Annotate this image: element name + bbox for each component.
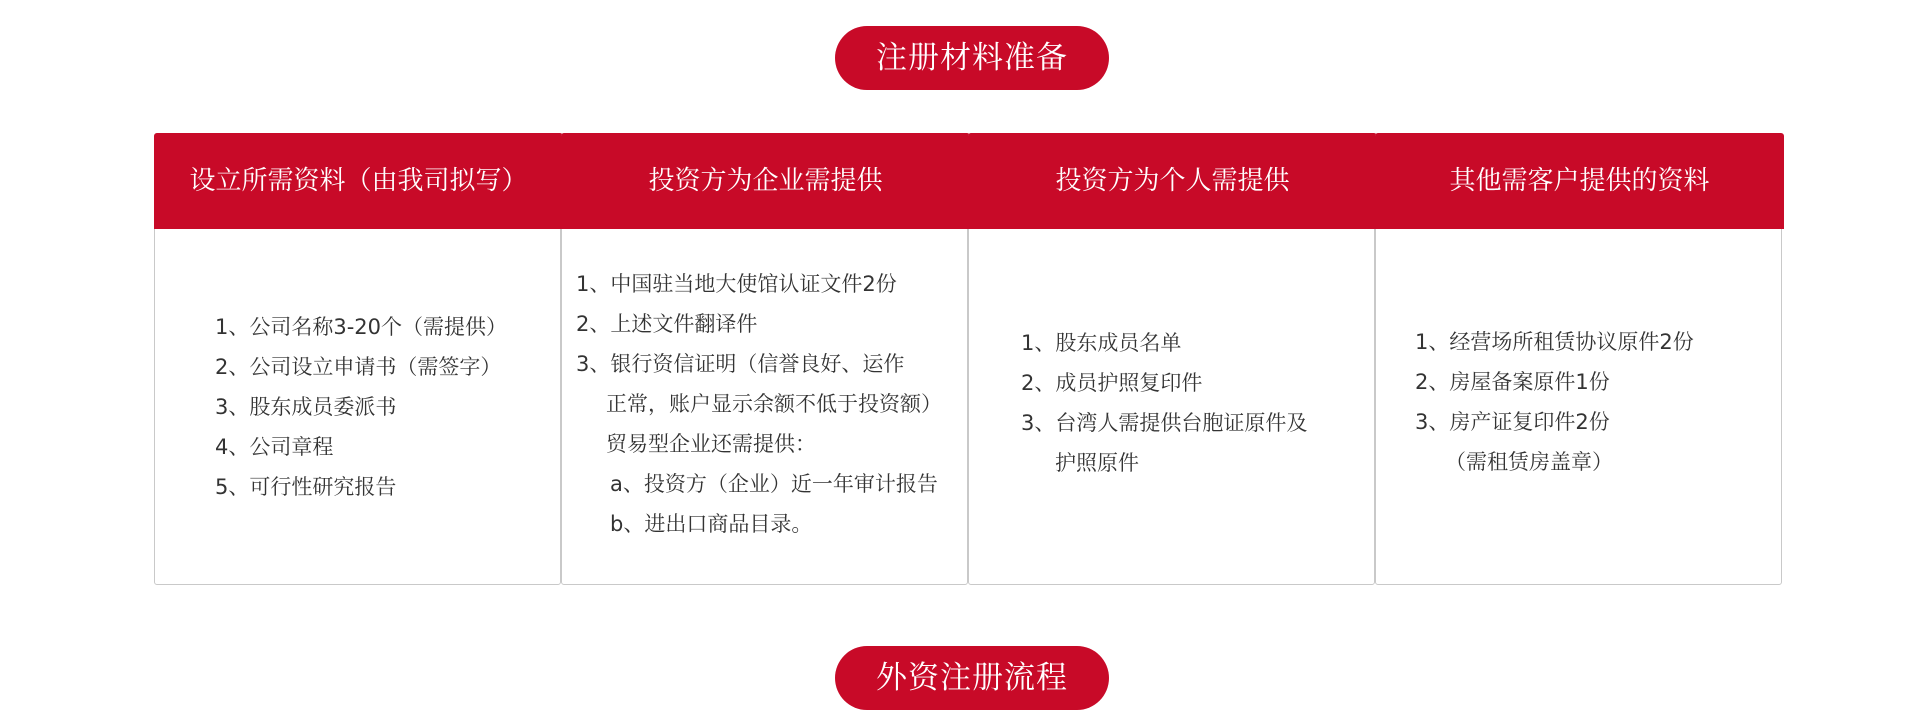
materials-table <box>154 133 1782 585</box>
list-item: 2、公司设立申请书（需签字） <box>215 354 502 379</box>
foreign-registration-process-button[interactable]: 外资注册流程 <box>835 646 1109 710</box>
column-setup-documents <box>154 133 561 585</box>
list-item: 3、台湾人需提供台胞证原件及 <box>1021 410 1308 435</box>
column-header: 其他需客户提供的资料 <box>1375 133 1784 229</box>
list-item: 2、上述文件翻译件 <box>576 311 758 336</box>
column-client-other-documents <box>1375 133 1782 585</box>
list-item-subheading: 贸易型企业还需提供： <box>606 431 816 456</box>
list-item: 4、公司章程 <box>215 434 334 459</box>
list-item: 3、银行资信证明（信誉良好、运作 <box>576 351 905 376</box>
column-individual-investor <box>968 133 1375 585</box>
column-body <box>562 229 967 584</box>
column-header: 投资方为个人需提供 <box>968 133 1377 229</box>
list-item: 1、经营场所租赁协议原件2份 <box>1415 329 1694 354</box>
column-body <box>1376 229 1781 584</box>
list-item: 2、成员护照复印件 <box>1021 370 1203 395</box>
list-item: 1、中国驻当地大使馆认证文件2份 <box>576 271 897 296</box>
document-list <box>1021 323 1307 483</box>
document-list <box>1415 322 1694 482</box>
column-header: 投资方为企业需提供 <box>561 133 970 229</box>
column-body <box>969 229 1374 584</box>
list-item: 5、可行性研究报告 <box>215 474 397 499</box>
column-body <box>155 229 560 584</box>
list-subitem: a、投资方（企业）近一年审计报告 <box>610 471 938 496</box>
document-list <box>215 307 507 507</box>
list-item-continuation: 正常，账户显示余额不低于投资额） <box>606 391 942 416</box>
list-item-continuation: 护照原件 <box>1055 450 1139 475</box>
materials-preparation-button[interactable]: 注册材料准备 <box>835 26 1109 90</box>
column-header: 设立所需资料（由我司拟写） <box>154 133 563 229</box>
document-list <box>576 264 942 544</box>
list-item: 3、房产证复印件2份 <box>1415 409 1610 434</box>
list-subitem: b、进出口商品目录。 <box>610 511 813 536</box>
list-item-continuation: （需租赁房盖章） <box>1445 449 1613 474</box>
column-enterprise-investor <box>561 133 968 585</box>
list-item: 3、股东成员委派书 <box>215 394 397 419</box>
list-item: 1、股东成员名单 <box>1021 330 1182 355</box>
list-item: 1、公司名称3-20个（需提供） <box>215 314 508 339</box>
list-item: 2、房屋备案原件1份 <box>1415 369 1610 394</box>
